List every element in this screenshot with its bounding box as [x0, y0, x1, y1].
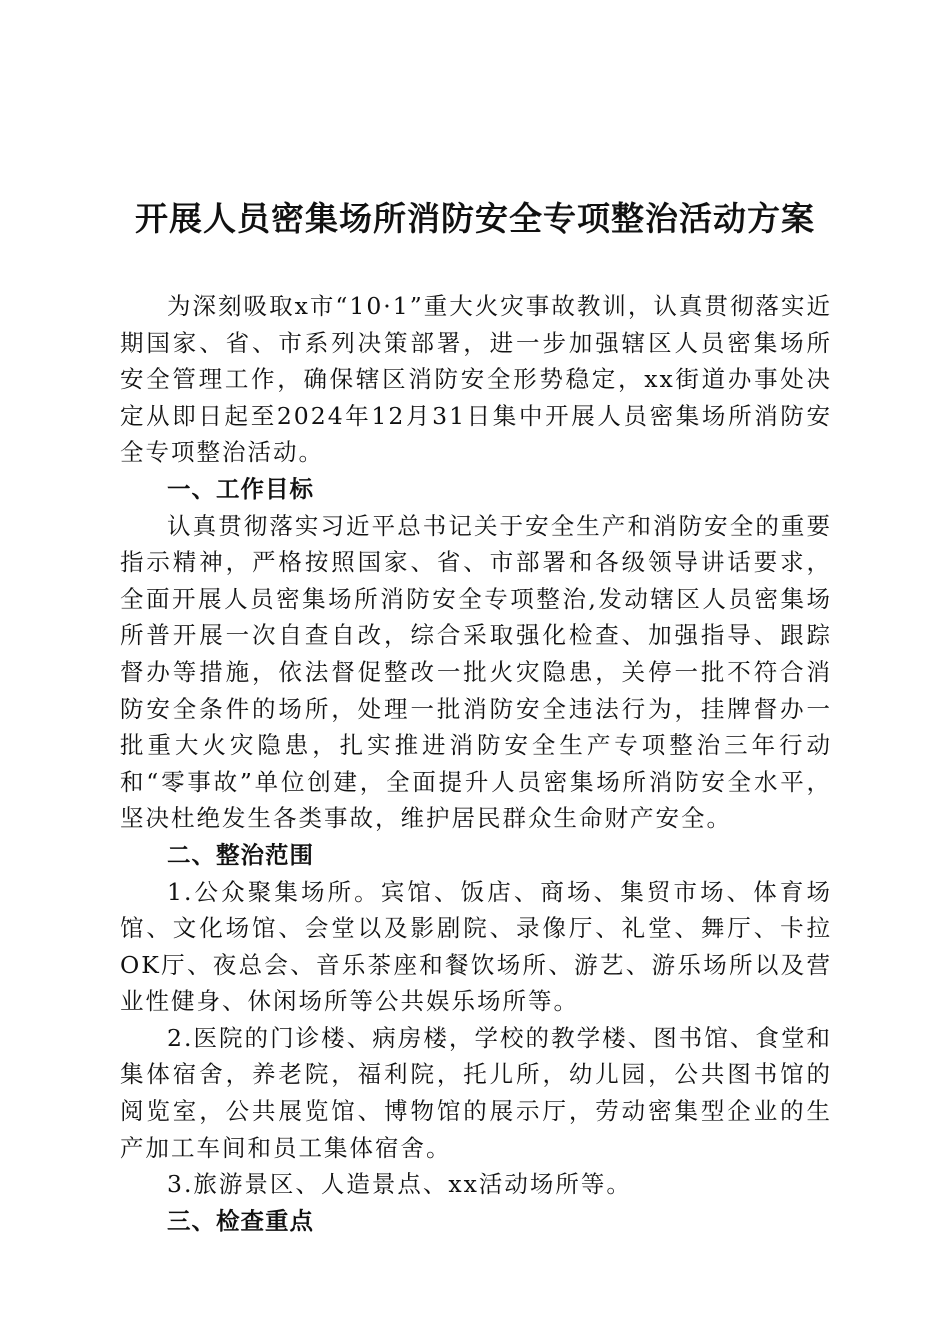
document-title: 开展人员密集场所消防安全专项整治活动方案: [135, 199, 815, 238]
goals-paragraph: 认真贯彻落实习近平总书记关于安全生产和消防安全的重要指示精神，严格按照国家、省、市部署和各级领导讲话要求，全面开展人员密集场所消防安全专项整治,发动辖区人员密集场所普开展一次自查自改，综合采取强化检查、加强指导、跟踪督办等措施，依法督促整改一批火灾隐患，关停一批不符合消防安全条件的场所，处理一批消防安全违法行为，挂牌督办一批重大火灾隐患，扎实推进消防安全生产专项整治三年行动和“零事故”单位创建，全面提升人员密集场所消防安全水平，坚决杜绝发生各类事故，维护居民群众生命财产安全。: [120, 511, 832, 833]
section-heading-goals: 一、工作目标: [167, 474, 314, 503]
section-heading-inspection: 三、检查重点: [167, 1206, 314, 1235]
document-body: [120, 288, 832, 1239]
scope-item-2: 2.医院的门诊楼、病房楼，学校的教学楼、图书馆、食堂和集体宿舍，养老院，福利院，托儿所，幼儿园，公共图书馆的阅览室，公共展览馆、博物馆的展示厅，劳动密集型企业的生产加工车间和员工集体宿舍。: [120, 1023, 832, 1162]
scope-item-3: 3.旅游景区、人造景点、xx活动场所等。: [167, 1170, 632, 1199]
section-heading-scope: 二、整治范围: [167, 840, 314, 869]
scope-item-1: 1.公众聚集场所。宾馆、饭店、商场、集贸市场、体育场馆、文化场馆、会堂以及影剧院、录像厅、礼堂、舞厅、卡拉OK厅、夜总会、音乐茶座和餐饮场所、游艺、游乐场所以及营业性健身、休闲场所等公共娱乐场所等。: [120, 877, 832, 1016]
intro-paragraph: 为深刻吸取x市“10·1”重大火灾事故教训，认真贯彻落实近期国家、省、市系列决策部署，进一步加强辖区人员密集场所安全管理工作，确保辖区消防安全形势稳定，xx街道办事处决定从即日起至2024年12月31日集中开展人员密集场所消防安全专项整治活动。: [120, 292, 832, 467]
